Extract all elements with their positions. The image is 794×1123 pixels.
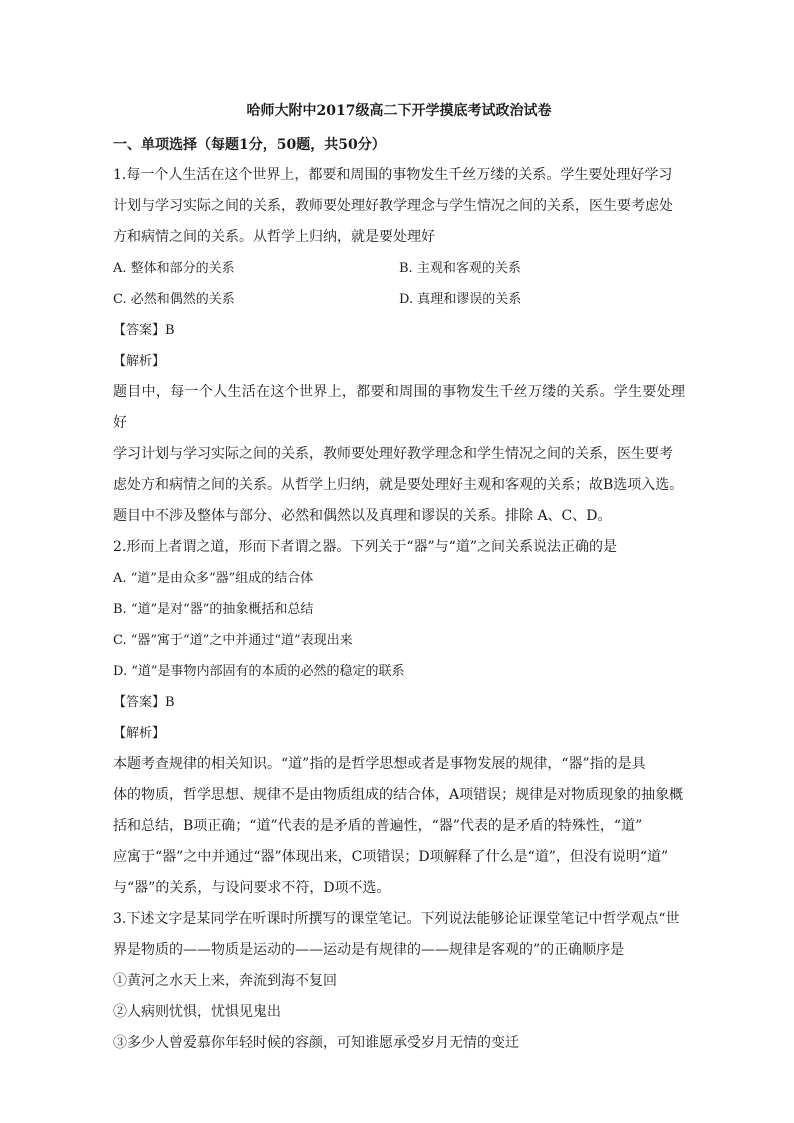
- option-d: D. 真理和谬误的关系: [399, 292, 522, 307]
- question-stem-line: 3.下述文字是某同学在听课时所撰写的课堂笔记。下列说法能够论证课堂笔记中哲学观点“世: [113, 911, 680, 927]
- analysis-line: 题目中不涉及整体与部分、必然和偶然以及真理和谬误的关系。排除 A、C、D。: [113, 508, 612, 524]
- option-c: C. 必然和偶然的关系: [113, 292, 235, 307]
- answer-label: 【答案】B: [113, 695, 175, 710]
- question-3: [113, 904, 685, 1059]
- analysis-line: 括和总结，B项正确；“道”代表的是矛盾的普遍性，“器”代表的是矛盾的特殊性，“道”: [113, 818, 643, 834]
- quote-item: ③多少人曾爱慕你年轻时候的容颜，可知谁愿承受岁月无情的变迁: [113, 1035, 519, 1051]
- analysis-label: 【解析】: [113, 354, 166, 369]
- question-stem-line: 界是物质的——物质是运动的——运动是有规律的——规律是客观的”的正确顺序是: [113, 942, 625, 958]
- option-d: D. “道”是事物内部固有的本质的必然的稳定的联系: [113, 664, 405, 679]
- section-heading: 一、单项选择（每题1分，50题，共50分）: [113, 137, 386, 153]
- option-b: B. “道”是对“器”的抽象概括和总结: [113, 602, 314, 617]
- analysis-line: 虑处方和病情之间的关系。从哲学上归纳，就是要处理好主观和客观的关系；故B选项入选。: [113, 477, 684, 493]
- analysis-line: 与“器”的关系，与设问要求不符，D项不选。: [113, 880, 391, 896]
- option-c: C. “器”寓于“道”之中并通过“道”表现出来: [113, 633, 353, 648]
- exam-page: [113, 100, 685, 1059]
- question-stem-line: 计划与学习实际之间的关系，教师要处理好教学理念与学生情况之间的关系，医生要考虑处: [113, 198, 673, 214]
- analysis-line: 应寓于“器”之中并通过“器”体现出来，C项错误；D项解释了什么是“道”，但没有说明“道”: [113, 849, 669, 865]
- question-1: [113, 160, 685, 532]
- quote-item: ②人病则忧惧，忧惧见鬼出: [113, 1004, 281, 1020]
- question-2: [113, 532, 685, 904]
- option-b: B. 主观和客观的关系: [399, 261, 521, 276]
- option-a: A. 整体和部分的关系: [113, 261, 235, 276]
- analysis-line: 学习计划与学习实际之间的关系，教师要处理好教学理念和学生情况之间的关系，医生要考: [113, 446, 673, 462]
- analysis-label: 【解析】: [113, 726, 166, 741]
- quote-item: ①黄河之水天上来，奔流到海不复回: [113, 973, 337, 989]
- question-stem-line: 1.每一个人生活在这个世界上，都要和周围的事物发生千丝万缕的关系。学生要处理好学习: [113, 167, 673, 183]
- analysis-line: 题目中，每一个人生活在这个世界上，都要和周围的事物发生千丝万缕的关系。学生要处理好: [113, 384, 685, 431]
- page-title: 哈师大附中2017级高二下开学摸底考试政治试卷: [246, 103, 552, 119]
- analysis-line: 本题考查规律的相关知识。“道”指的是哲学思想或者是事物发展的规律，“器”指的是具: [113, 756, 646, 772]
- question-stem-line: 方和病情之间的关系。从哲学上归纳，就是要处理好: [113, 229, 435, 245]
- option-row: [113, 253, 685, 284]
- answer-label: 【答案】B: [113, 323, 175, 338]
- analysis-line: 体的物质，哲学思想、规律不是由物质组成的结合体，A项错误；规律是对物质现象的抽象概: [113, 787, 684, 803]
- option-row: [113, 284, 685, 315]
- question-stem-line: 2.形而上者谓之道，形而下者谓之器。下列关于“器”与“道”之间关系说法正确的是: [113, 539, 617, 555]
- option-a: A. “道”是由众多“器”组成的结合体: [113, 571, 314, 586]
